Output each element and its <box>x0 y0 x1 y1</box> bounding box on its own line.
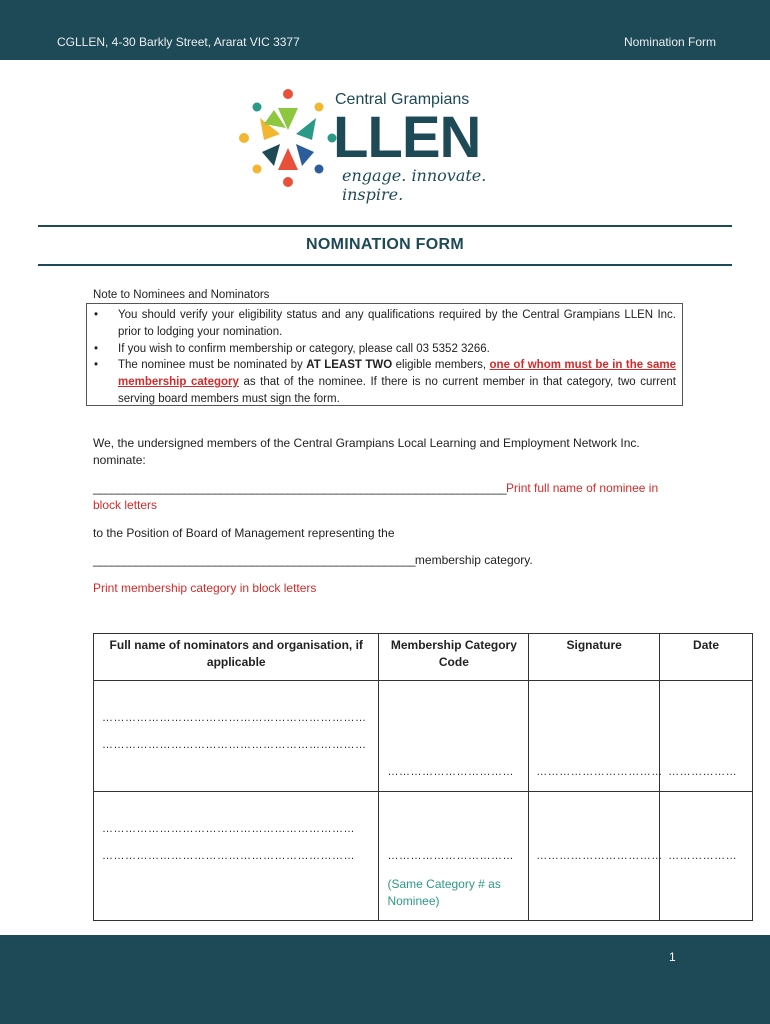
header-category-code: Membership Category Code <box>379 634 529 681</box>
logo-tagline: engage. innovate. inspire. <box>342 166 487 204</box>
header-form-name: Nomination Form <box>623 35 716 49</box>
title-rule-bottom <box>38 264 732 266</box>
nominee-name-line[interactable] <box>93 480 683 514</box>
category-hint: Print membership category in block letters <box>93 581 317 595</box>
notes-heading: Note to Nominees and Nominators <box>93 289 270 301</box>
signature-dots[interactable]: …………………………… <box>536 766 663 778</box>
note-item: • If you wish to confirm membership or category, please call 03 5352 3266. <box>94 342 490 355</box>
logo-org-line: Central Grampians <box>335 91 470 108</box>
category-code-cell[interactable] <box>379 681 529 792</box>
nominator-name-cell[interactable] <box>94 792 379 921</box>
table-row <box>94 792 753 921</box>
code-dots[interactable]: …………………………… <box>387 766 514 778</box>
org-dots[interactable]: …………………………………………………………… <box>102 739 367 751</box>
signature-dots[interactable]: …………………………… <box>536 850 663 862</box>
nominators-table <box>93 633 753 921</box>
category-code-cell[interactable] <box>379 792 529 921</box>
logo-wordmark: LLEN <box>333 105 481 170</box>
note-item: • You should verify your eligibility status and any qualifications required by the Central Grampians LLEN Inc. prior to lodging your nomination. <box>94 309 676 338</box>
nominee-name-blank[interactable]: ____________________________________________________________________ <box>93 481 507 495</box>
footer-bar <box>0 935 770 1024</box>
code-dots[interactable]: …………………………… <box>387 850 514 862</box>
date-cell[interactable] <box>660 681 753 792</box>
header-address: CGLLEN, 4-30 Barkly Street, Ararat VIC 3377 <box>57 35 300 49</box>
signature-cell[interactable] <box>529 681 663 792</box>
header-date: Date <box>660 634 753 681</box>
category-blank[interactable]: _____________________________________________________ <box>93 553 415 567</box>
same-category-emphasis: one of whom must be in the same membership category <box>118 359 677 389</box>
header-nominator-name: Full name of nominators and organisation, if applicable <box>94 634 379 681</box>
header-signature: Signature <box>529 634 660 681</box>
date-dots[interactable]: ……………… <box>668 766 738 778</box>
category-suffix: membership category. <box>414 553 533 567</box>
table-row <box>94 681 753 792</box>
date-dots[interactable]: ……………… <box>668 850 738 862</box>
date-cell[interactable] <box>660 792 753 921</box>
same-category-note: (Same Category # as Nominee) <box>387 877 501 908</box>
name-dots[interactable]: …………………………………………………………… <box>102 712 367 724</box>
header-bar <box>0 0 770 60</box>
nominator-name-cell[interactable] <box>94 681 379 792</box>
note-item: • The nominee must be nominated by AT LEAST TWO eligible members, one of whom must be in the same membership category as that of the nominee. If there is no current member in that category, two current serving board members must sign the form. <box>94 359 677 405</box>
page-number: 1 <box>669 950 676 964</box>
table-header-row <box>94 634 753 681</box>
notes-box <box>86 303 683 406</box>
position-line: to the Position of Board of Management representing the <box>93 526 395 540</box>
org-dots[interactable]: ………………………………………………………… <box>102 850 355 862</box>
category-line[interactable] <box>93 552 533 569</box>
signature-cell[interactable] <box>529 792 663 921</box>
page-title: NOMINATION FORM <box>306 236 464 253</box>
llen-logo <box>238 88 538 204</box>
name-dots[interactable]: ………………………………………………………… <box>102 823 355 835</box>
intro-paragraph: We, the undersigned members of the Central Grampians Local Learning and Employment Network Inc. nominate: <box>93 436 640 467</box>
pinwheel-icon <box>239 89 337 187</box>
nominee-name-hint: Print full name of nominee in block letters <box>93 481 659 512</box>
title-rule-top <box>38 225 732 227</box>
